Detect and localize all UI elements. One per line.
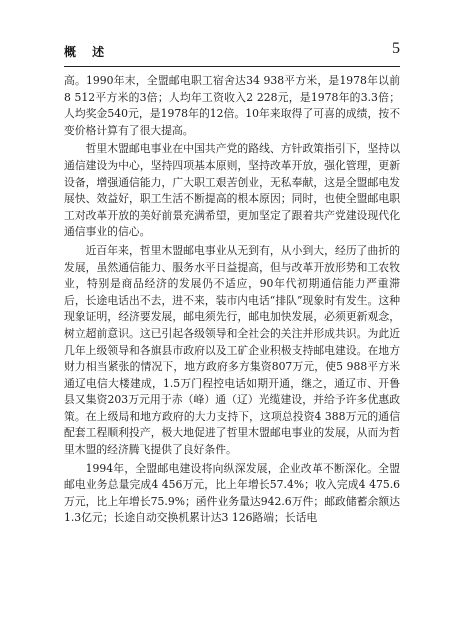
page-number: 5 bbox=[392, 40, 400, 57]
paragraph: 1994年，全盟邮电建设将向纵深发展，企业改革不断深化。全盟邮电业务总量完成4 456万元，比上年增长57.4%；收入完成4 475.6万元，比上年增长75.9%；函件业务量达942.6万件；邮政储蓄余额达1.3亿元；长途自动交换机累计达3 126路端；长话电 bbox=[64, 461, 400, 525]
header-rule bbox=[64, 66, 400, 67]
paragraph: 近百年来，哲里木盟邮电事业从无到有，从小到大，经历了曲折的发展，虽然通信能力、服务水平日益提高，但与改革开放形势和工农牧业，特别是商品经济的发展仍不适应，90年代初期通信能力严重滞后，长途电话出不去，进不来，装市内电话“排队”现象时有发生。这种现象证明，经济要发展，邮电须先行，邮电加快发展，必须更新观念，树立超前意识。这已引起各级领导和全社会的关注并形成共识。为此近几年上级领导和各旗县市政府以及工矿企业积极支持邮电建设。在地方财力相当紧张的情况下，地方政府多方集资807万元，使5 988平方米通辽电信大楼建成，1.5万门程控电话如期开通，继之，通辽市、开鲁县又集资203万元用于赤（峰）通（辽）光缆建设，并给予许多优惠政策。在上级局和地方政府的大力支持下，这项总投资4 388万元的通信配套工程顺利投产，极大地促进了哲里木盟邮电事业的发展，从而为哲里木盟的经济腾飞提供了良好条件。 bbox=[64, 243, 400, 457]
body-text bbox=[64, 73, 400, 527]
paragraph-continuation: 高。1990年末，全盟邮电职工宿舍达34 938平方米，是1978年以前8 512平方米的3倍；人均年工资收入2 228元，是1978年的3.3倍；人均奖金540元，是1978年的12倍。10年来取得了可喜的成绩，按不变价格计算有了很大提高。 bbox=[64, 74, 400, 137]
chapter-title: 概 述 bbox=[64, 45, 111, 59]
paragraph: 哲里木盟邮电事业在中国共产党的路线、方针政策指引下，坚持以通信建设为中心，坚持四项基本原则，坚持改革开放，强化管理，更新设备，增强通信能力，广大职工艰苦创业，无私奉献，这是全盟邮电发展快、效益好，职工生活不断提高的根本原因；同时，也使全盟邮电职工对改革开放的美好前景充满希望，更加坚定了跟着共产党建设现代化通信事业的信心。 bbox=[64, 142, 400, 239]
running-header bbox=[64, 40, 400, 64]
